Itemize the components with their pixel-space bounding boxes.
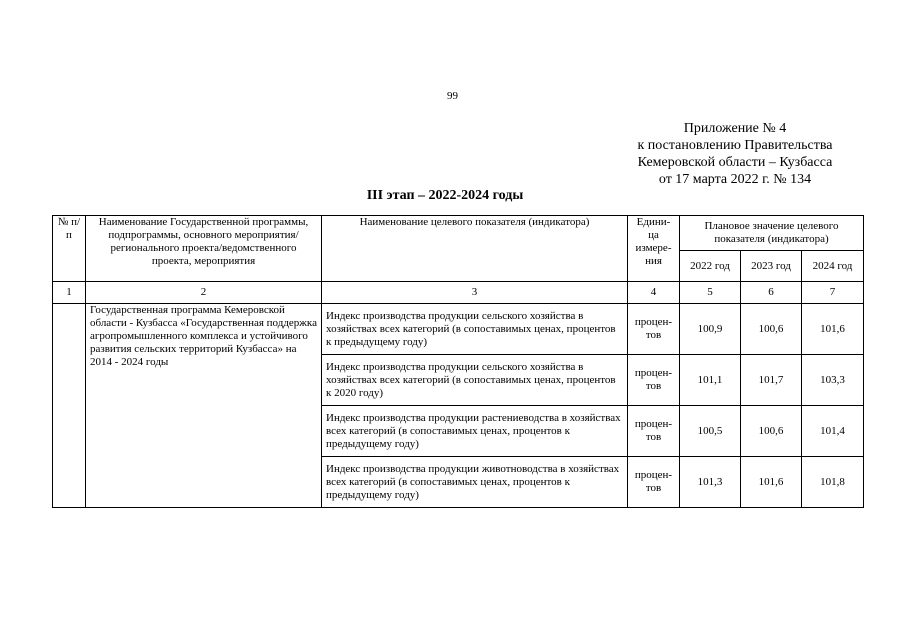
header-unit: Едини-ца измере-ния <box>628 216 680 282</box>
appendix-line: Кемеровской области – Кузбасса <box>637 155 833 170</box>
value-cell: 100,5 <box>680 406 741 457</box>
indicator-cell: Индекс производства продукции животноводства в хозяйствах всех категорий (в сопоставимых ценах, процентов к предыдущему году) <box>322 457 628 508</box>
column-number: 6 <box>741 282 802 304</box>
table-row <box>53 304 864 355</box>
header-num: № п/п <box>53 216 86 282</box>
column-number: 1 <box>53 282 86 304</box>
appendix-block <box>600 120 870 188</box>
appendix-line: от 17 марта 2022 г. № 134 <box>658 172 812 187</box>
value-cell: 100,9 <box>680 304 741 355</box>
value-cell: 103,3 <box>802 355 864 406</box>
indicator-cell: Индекс производства продукции сельского хозяйства в хозяйствах всех категорий (в сопоставимых ценах, процентов к 2020 году) <box>322 355 628 406</box>
stage-title: III этап – 2022-2024 годы <box>366 188 524 203</box>
value-cell: 101,4 <box>802 406 864 457</box>
unit-cell: процен-тов <box>628 355 680 406</box>
header-plan: Плановое значение целевого показателя (индикатора) <box>680 216 864 251</box>
value-cell: 101,1 <box>680 355 741 406</box>
appendix-line: к постановлению Правительства <box>637 138 833 153</box>
column-number-row <box>53 282 864 304</box>
unit-cell: процен-тов <box>628 304 680 355</box>
header-indicator: Наименование целевого показателя (индикатора) <box>322 216 628 282</box>
header-row <box>53 216 864 251</box>
column-number: 3 <box>322 282 628 304</box>
page-number: 99 <box>447 90 458 102</box>
column-number: 7 <box>802 282 864 304</box>
program-name-cell: Государственная программа Кемеровской области - Кузбасса «Государственная поддержка агропромышленного комплекса и устойчивого развития сельских территорий Кузбасса» на 2014 - 2024 годы <box>86 304 322 508</box>
column-number: 2 <box>86 282 322 304</box>
value-cell: 101,6 <box>741 457 802 508</box>
value-cell: 100,6 <box>741 304 802 355</box>
appendix-line: Приложение № 4 <box>683 121 787 136</box>
value-cell: 101,8 <box>802 457 864 508</box>
unit-cell: процен-тов <box>628 457 680 508</box>
value-cell: 101,6 <box>802 304 864 355</box>
indicators-table <box>52 215 864 508</box>
header-year: 2022 год <box>680 251 741 282</box>
value-cell: 100,6 <box>741 406 802 457</box>
column-number: 5 <box>680 282 741 304</box>
value-cell: 101,7 <box>741 355 802 406</box>
program-num-cell <box>53 304 86 508</box>
indicator-cell: Индекс производства продукции растениеводства в хозяйствах всех категорий (в сопоставимых ценах, процентов к предыдущему году) <box>322 406 628 457</box>
header-year: 2024 год <box>802 251 864 282</box>
value-cell: 101,3 <box>680 457 741 508</box>
indicator-cell: Индекс производства продукции сельского хозяйства в хозяйствах всех категорий (в сопоставимых ценах, процентов к предыдущему году) <box>322 304 628 355</box>
column-number: 4 <box>628 282 680 304</box>
header-program: Наименование Государственной программы, подпрограммы, основного мероприятия/регионального проекта/ведомственного проекта, мероприятия <box>86 216 322 282</box>
header-year: 2023 год <box>741 251 802 282</box>
unit-cell: процен-тов <box>628 406 680 457</box>
